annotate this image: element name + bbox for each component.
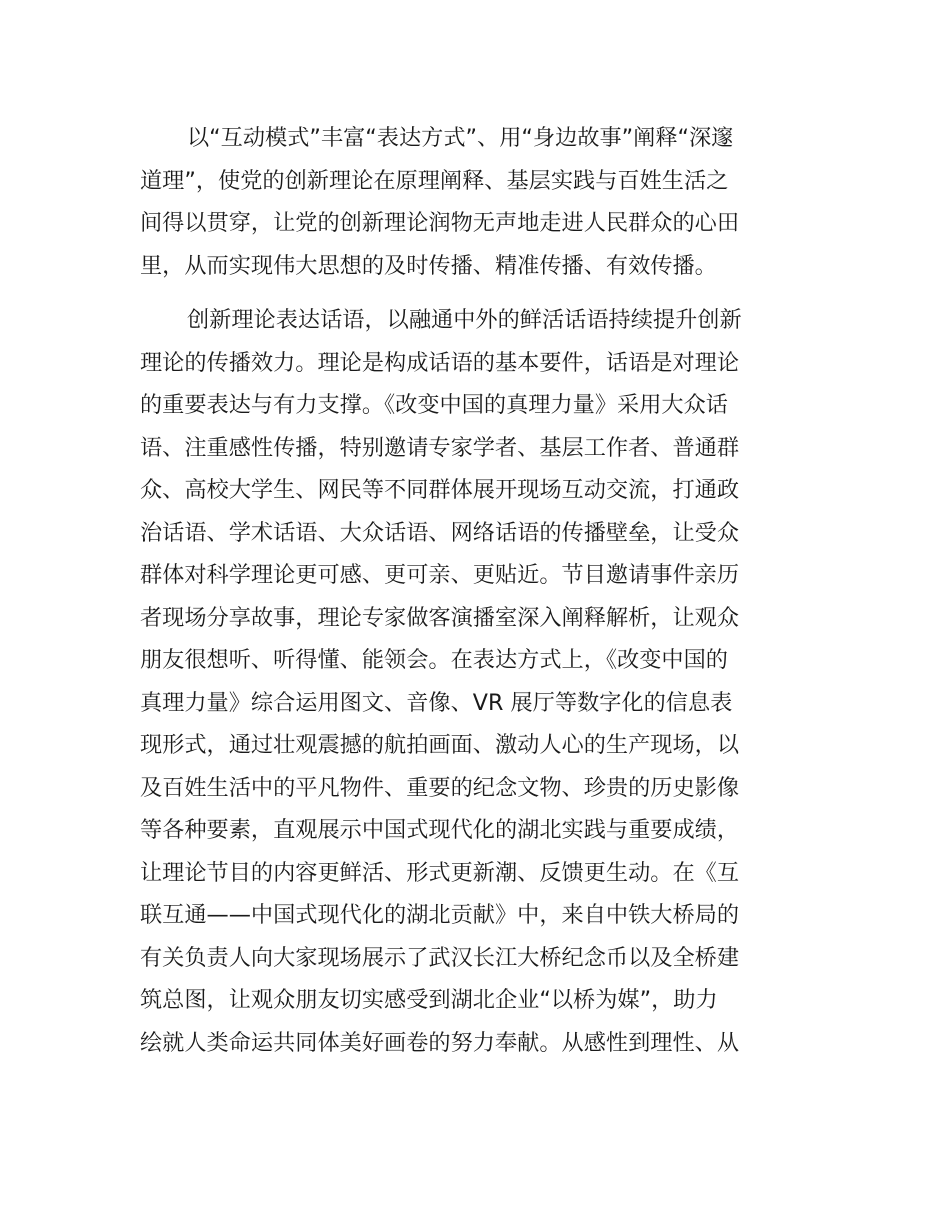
text-line: 真理力量》综合运用图文、音像、VR 展厅等数字化的信息表 <box>140 689 733 716</box>
text-line: 治话语、学术话语、大众话语、网络话语的传播壁垒，让受众 <box>140 519 740 546</box>
text-line: 群体对科学理论更可感、更可亲、更贴近。节目邀请事件亲历 <box>140 562 740 588</box>
text-line: 的重要表达与有力支撑。《改变中国的真理力量》采用大众话 <box>140 392 728 418</box>
text-line: 以“互动模式”丰富“表达方式”、用“身边故事”阐释“深邃 <box>187 125 734 151</box>
text-line: 有关负责人向大家现场展示了武汉长江大桥纪念币以及全桥建 <box>140 944 740 971</box>
text-line: 理论的传播效力。理论是构成话语的基本要件，话语是对理论 <box>140 349 740 376</box>
text-line: 现形式，通过壮观震撼的航拍画面、激动人心的生产现场，以 <box>140 732 740 758</box>
text-line: 让理论节目的内容更鲜活、形式更新潮、反馈更生动。在《互 <box>140 859 740 886</box>
text-line: 者现场分享故事，理论专家做客演播室深入阐释解析，让观众 <box>140 604 740 631</box>
paragraph-2 <box>140 299 810 1064</box>
text-line: 等各种要素，直观展示中国式现代化的湖北实践与重要成绩， <box>140 817 740 843</box>
paragraph-spacer <box>140 287 810 299</box>
paragraph-1 <box>140 117 810 287</box>
text-line: 语、注重感性传播，特别邀请专家学者、基层工作者、普通群 <box>140 434 740 461</box>
text-line: 间得以贯穿，让党的创新理论润物无声地走进人民群众的心田 <box>140 210 740 236</box>
text-line: 众、高校大学生、网民等不同群体展开现场互动交流，打通政 <box>140 477 740 503</box>
text-line: 筑总图，让观众朋友切实感受到湖北企业“以桥为媒”，助力 <box>140 987 718 1013</box>
text-line: 里，从而实现伟大思想的及时传播、精准传播、有效传播。 <box>140 252 717 279</box>
text-line: 联互通——中国式现代化的湖北贡献》中，来自中铁大桥局的 <box>140 902 740 928</box>
body-text <box>140 117 810 1064</box>
text-line: 绘就人类命运共同体美好画卷的努力奉献。从感性到理性、从 <box>140 1029 740 1056</box>
text-line: 道理”，使党的创新理论在原理阐释、基层实践与百姓生活之 <box>140 167 729 194</box>
text-line: 及百姓生活中的平凡物件、重要的纪念文物、珍贵的历史影像 <box>140 774 740 801</box>
text-line: 朋友很想听、听得懂、能领会。在表达方式上，《改变中国的 <box>140 647 728 673</box>
text-line: 创新理论表达话语，以融通中外的鲜活话语持续提升创新 <box>187 307 742 333</box>
